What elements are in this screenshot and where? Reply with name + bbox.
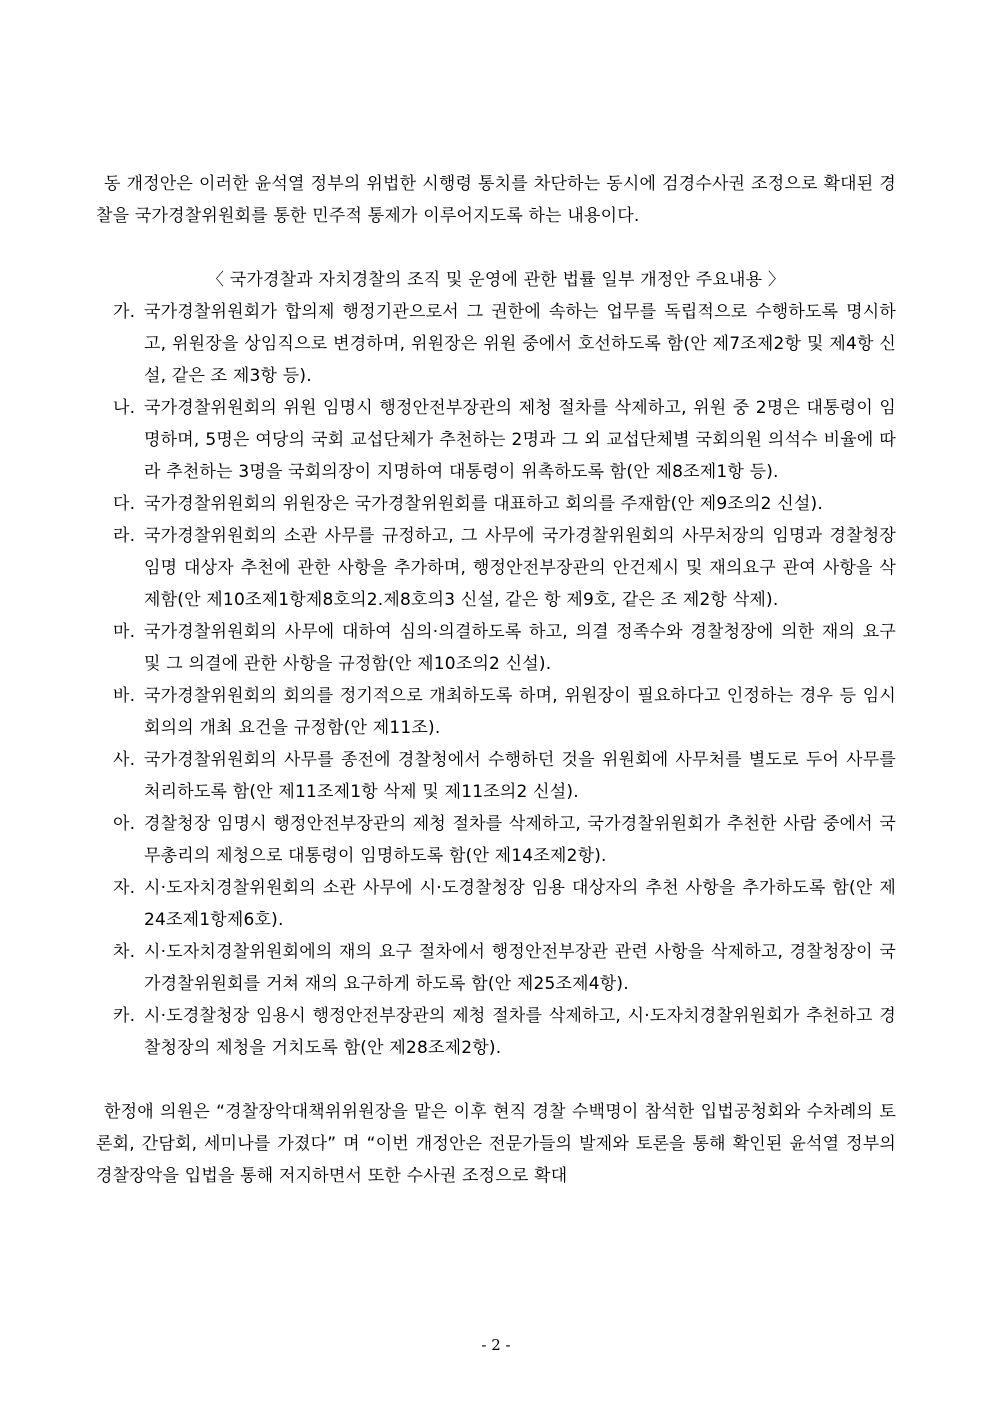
item-marker: 차. [113, 942, 136, 962]
amendment-item [96, 872, 896, 936]
item-marker: 카. [113, 1006, 136, 1026]
item-text: 국가경찰위원회의 소관 사무를 규정하고, 그 사무에 국가경찰위원회의 사무처장의 임명과 경찰청장 임명 대상자 추천에 관한 사항을 추가하며, 행정안전부장관의 안건제시 및 재의요구 관여 사항을 삭제함(안 제10조제1항제8호의2.제8호의3 신설, 같은 항 제9호, 같은 조 제2항 삭제). [144, 526, 896, 610]
amendment-item [96, 680, 896, 744]
item-marker: 바. [113, 686, 136, 706]
item-marker: 가. [113, 302, 136, 322]
amendment-item [96, 1000, 896, 1064]
item-text: 국가경찰위원회의 사무를 종전에 경찰청에서 수행하던 것을 위원회에 사무처를 별도로 두어 사무를 처리하도록 함(안 제11조제1항 삭제 및 제11조의2 신설). [144, 750, 896, 802]
amendment-item [96, 488, 896, 520]
amendment-item [96, 296, 896, 392]
amendment-item [96, 392, 896, 488]
amendment-item [96, 936, 896, 1000]
item-text: 시·도자치경찰위원회에의 재의 요구 절차에서 행정안전부장관 관련 사항을 삭제하고, 경찰청장이 국가경찰위원회를 거쳐 재의 요구하게 하도록 함(안 제25조제4항). [144, 942, 896, 994]
item-text: 국가경찰위원회의 회의를 정기적으로 개최하도록 하며, 위원장이 필요하다고 인정하는 경우 등 임시회의의 개최 요건을 규정함(안 제11조). [144, 686, 896, 738]
closing-paragraph: 한정애 의원은 “경찰장악대책위위원장을 맡은 이후 현직 경찰 수백명이 참석한 입법공청회와 수차례의 토론회, 간담회, 세미나를 가졌다” 며 “이번 개정안은 전문가들의 발제와 토론을 통해 확인된 윤석열 정부의 경찰장악을 입법을 통해 저지하면서 또한 수사권 조정으로 확대 [96, 1102, 896, 1186]
item-text: 국가경찰위원회의 위원 임명시 행정안전부장관의 제청 절차를 삭제하고, 위원 중 2명은 대통령이 임명하며, 5명은 여당의 국회 교섭단체가 추천하는 2명과 그 외 교섭단체별 국회의원 의석수 비율에 따라 추천하는 3명을 국회의장이 지명하여 대통령이 위촉하도록 함(안 제8조제1항 등). [144, 398, 896, 482]
amendment-items-list [96, 296, 896, 1064]
amendment-item [96, 744, 896, 808]
paragraph-spacer [96, 232, 896, 264]
item-marker: 다. [113, 494, 136, 514]
item-marker: 자. [113, 878, 136, 898]
page-number: - 2 - [481, 1336, 511, 1354]
item-marker: 나. [113, 398, 136, 418]
item-text: 국가경찰위원회가 합의제 행정기관으로서 그 권한에 속하는 업무를 독립적으로 수행하도록 명시하고, 위원장을 상임직으로 변경하며, 위원장은 위원 중에서 호선하도록 함(안 제7조제2항 및 제4항 신설, 같은 조 제3항 등). [144, 302, 896, 386]
item-marker: 라. [113, 526, 136, 546]
item-marker: 아. [113, 814, 136, 834]
document-body [96, 168, 896, 1192]
paragraph-spacer [96, 1064, 896, 1096]
intro-paragraph: 동 개정안은 이러한 윤석열 정부의 위법한 시행령 통치를 차단하는 동시에 검경수사권 조정으로 확대된 경찰을 국가경찰위원회를 통한 민주적 통제가 이루어지도록 하는 내용이다. [96, 174, 896, 226]
section-title: 〈 국가경찰과 자치경찰의 조직 및 운영에 관한 법률 일부 개정안 주요내용 〉 [206, 270, 786, 290]
item-text: 국가경찰위원회의 사무에 대하여 심의·의결하도록 하고, 의결 정족수와 경찰청장에 의한 재의 요구 및 그 의결에 관한 사항을 규정함(안 제10조의2 신설). [144, 622, 896, 674]
item-marker: 마. [113, 622, 136, 642]
item-text: 경찰청장 임명시 행정안전부장관의 제청 절차를 삭제하고, 국가경찰위원회가 추천한 사람 중에서 국무총리의 제청으로 대통령이 임명하도록 함(안 제14조제2항). [144, 814, 896, 866]
amendment-item [96, 520, 896, 616]
item-marker: 사. [113, 750, 136, 770]
amendment-item [96, 616, 896, 680]
item-text: 시·도경찰청장 임용시 행정안전부장관의 제청 절차를 삭제하고, 시·도자치경찰위원회가 추천하고 경찰청장의 제청을 거치도록 함(안 제28조제2항). [144, 1006, 896, 1058]
amendment-item [96, 808, 896, 872]
item-text: 시·도자치경찰위원회의 소관 사무에 시·도경찰청장 임용 대상자의 추천 사항을 추가하도록 함(안 제24조제1항제6호). [144, 878, 896, 930]
item-text: 국가경찰위원회의 위원장은 국가경찰위원회를 대표하고 회의를 주재함(안 제9조의2 신설). [144, 494, 823, 514]
